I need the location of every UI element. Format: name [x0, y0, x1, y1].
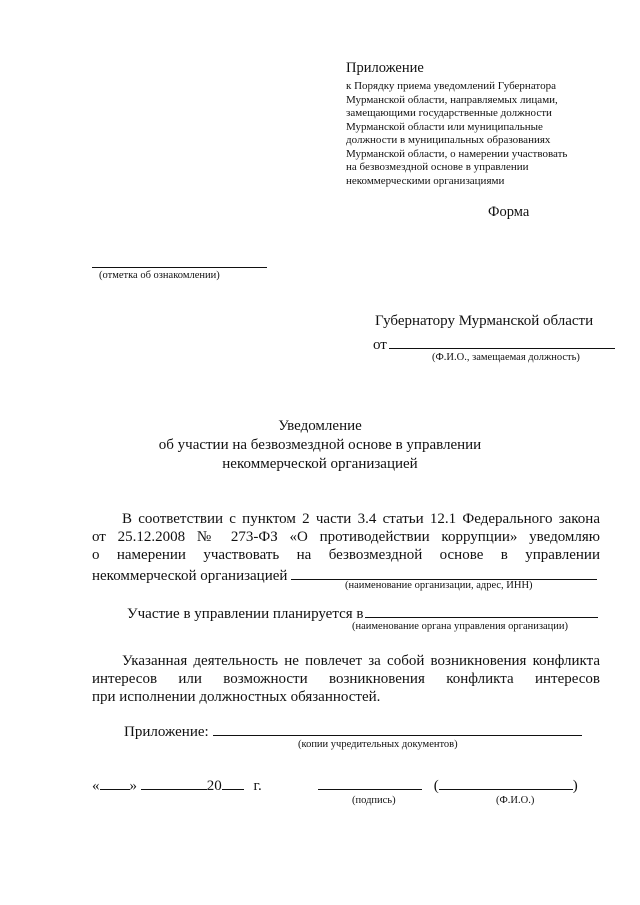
- appendix-line: к Порядку приема уведомлений Губернатора: [346, 80, 556, 92]
- paragraph1-line: В соответствии с пунктом 2 части 3.4 статьи 12.1 Федерального закона: [122, 511, 600, 527]
- date-open-quote: «: [92, 778, 100, 794]
- paragraph2-line: Указанная деятельность не повлечет за собой возникновения конфликта: [122, 653, 600, 669]
- attachment-label: Приложение:: [124, 724, 209, 740]
- appendix-line: должности в муниципальных образованиях: [346, 134, 551, 146]
- ack-caption: (отметка об ознакомлении): [99, 270, 220, 281]
- organization-field[interactable]: [291, 564, 597, 580]
- paragraph1-org-label: некоммерческой организацией: [92, 568, 288, 584]
- appendix-line: Мурманской области или муниципальные: [346, 120, 543, 133]
- management-body-caption: (наименование органа управления организации): [352, 621, 569, 632]
- from-fio-field[interactable]: [389, 333, 615, 349]
- notice-title: Уведомление: [278, 418, 362, 434]
- signer-fio-caption: (Ф.И.О.): [496, 795, 535, 806]
- signature-field[interactable]: [318, 774, 422, 790]
- appendix-line: некоммерческими организациями: [346, 174, 505, 187]
- year-suffix: г.: [253, 778, 262, 794]
- appendix-text: [346, 79, 567, 187]
- day-field[interactable]: [100, 774, 130, 790]
- participation-text: Участие в управлении планируется в: [127, 606, 364, 622]
- year-field[interactable]: [222, 774, 244, 790]
- fio-open-paren: (: [433, 778, 439, 794]
- appendix-line: на безвозмездной основе в управлении: [346, 161, 529, 173]
- from-fio-caption: (Ф.И.О., замещаемая должность): [432, 352, 580, 363]
- paragraph1-line: о намерении участвовать на безвозмездной основе в управлении: [92, 547, 600, 563]
- addressee-to: Губернатору Мурманской области: [375, 313, 594, 329]
- attachment-caption: (копии учредительных документов): [298, 739, 458, 750]
- month-field[interactable]: [141, 774, 207, 790]
- paragraph2-line: интересов или возможности возникновения конфликта интересов: [92, 671, 600, 687]
- appendix-line: замещающими государственные должности: [346, 107, 552, 119]
- signature-row: [318, 774, 578, 796]
- organization-caption: (наименование организации, адрес, ИНН): [345, 580, 533, 591]
- ack-blank-line[interactable]: [92, 267, 267, 268]
- signer-fio-field[interactable]: [439, 774, 573, 790]
- date-close-quote: »: [129, 778, 137, 794]
- appendix-line: Мурманской области, о намерении участвовать: [346, 147, 568, 160]
- appendix-title: Приложение: [346, 60, 424, 76]
- management-body-field[interactable]: [365, 602, 598, 618]
- date-row: [92, 774, 262, 796]
- paragraph2-line: при исполнении должностных обязанностей.: [92, 689, 381, 705]
- notice-subtitle-line: об участии на безвозмездной основе в управлении: [158, 437, 482, 453]
- from-prefix: от: [373, 337, 387, 353]
- signature-caption: (подпись): [352, 795, 396, 806]
- form-label: Форма: [488, 204, 530, 220]
- notice-subtitle-line: некоммерческой организацией: [222, 456, 418, 472]
- appendix-line: Мурманской области, направляемых лицами,: [346, 93, 558, 106]
- fio-close-paren: ): [572, 778, 578, 794]
- paragraph1-line: от 25.12.2008 № 273-ФЗ «О противодействии коррупции» уведомляю: [92, 529, 600, 545]
- year-prefix: 20: [206, 778, 222, 794]
- attachment-field[interactable]: [213, 720, 582, 736]
